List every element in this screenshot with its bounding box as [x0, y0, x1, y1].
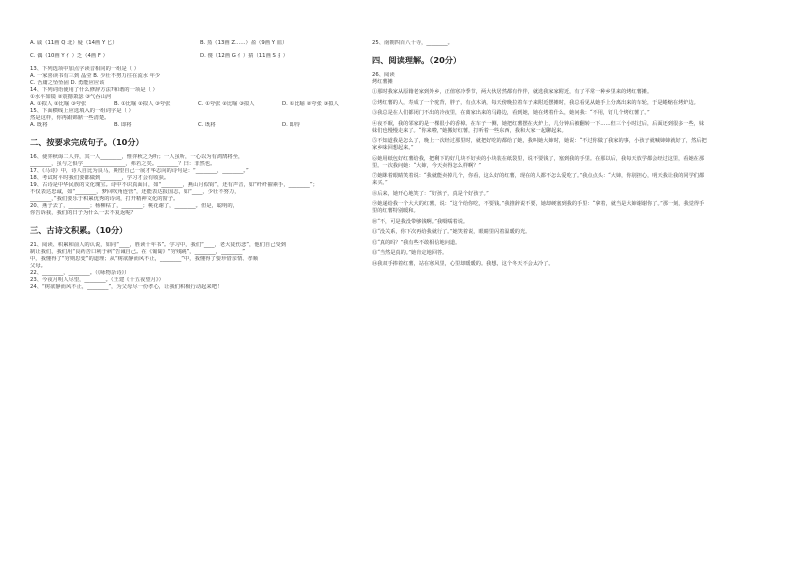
paragraph-4: ④夜不眠，我的邻家的是一棵很小的香樟。在车子一侧，她把红薯摆在火炉上，几分钟后被翻转一下……但三个小时过后，后面还到很多一些，妹妹们也慢慢走来了。“你来啦，”她搬好红薯，打听着一些东西，我和大家一起聊起来。 — [372, 120, 705, 134]
q17: 17、《马诗》中，诗人自比为良马，期望自己一展才华志向的诗句是：“________，________。” — [30, 168, 249, 174]
q14-option-b: B. ①比喻 ②拟人 ③夸张 — [114, 101, 171, 107]
paragraph-5: ⑤不知道我是怎么了，晚上一次经过那里时，就把好吃的都给了她，我叫她大婶时，她说：“不过你做了我家的事，小孩子就喊婶婶就好了，然后把家乡味回想起来。” — [372, 138, 707, 151]
option-d: D. 傻（12画 G 亻）猜（11画 S 犭） — [200, 53, 289, 59]
q13-line1: A. 一家喜读书有三到 晶莹 B. 少壮不努力往在流水 年少 — [30, 73, 161, 79]
q21-cont3: 父母。 — [30, 263, 46, 269]
q15-option-c: C. 既将 — [198, 122, 216, 128]
section-2-heading: 二、按要求完成句子。（10分） — [30, 137, 144, 147]
q14-option-c: C. ①夸张 ②比喻 ③拟人 — [198, 101, 255, 107]
paragraph-7: ⑦她眯着眼睛笑着说：“我就能卖掉几个，你看，这么好的红薯，现在的人都不怎么爱吃了。”我点点头：“大婶，你别担心，明天我让我的同学们都来买。” — [372, 173, 705, 186]
paragraph-3: ③我总是在人们都闭门不出的冷夜里，在离家出来的马路边，看到她，她在烤着什么，她问我：“不用，钉几个烤红薯了。” — [372, 110, 650, 116]
section-3-heading: 三、古诗文积累。（10分） — [30, 225, 128, 235]
q19-cont: 不仅表达忠诚，如“________，梦回吹角连营”，还能表达报国志，如“____，少壮不努力， — [30, 189, 240, 195]
option-b: B. 蒸（13画 Z……）盈（9画 Y 皿） — [200, 40, 288, 46]
q-top-row1 — [30, 40, 365, 47]
q24: 24、“树欲静而风不止，________”，为父母尽一份孝心，让我们积极行动起来吧！ — [30, 284, 223, 290]
paragraph-11: ⑪“没关系，你下次再给我就行了。”她笑着说，眼睛里闪着温暖的光。 — [372, 229, 531, 235]
q21-cont2: 中，我懂得了“穷则思变”的道理；从“树欲静而风不止，________”中，我懂得了要珍惜亲情、孝顺 — [30, 256, 259, 262]
q20: 20、燕子去了，________；杨柳枯了，________；桃花谢了，________。但是，聪明的， — [30, 203, 239, 209]
q14-option-a: A. ①拟人 ②比喻 ③夸张 — [30, 101, 87, 107]
q18: 18、考试时平时我们要都做到________，学习才会有收获。 — [30, 175, 170, 181]
paragraph-2: ②烤红薯的人，寿成了一个驼背，胖子，有点木讷，每天傍晚拉着车子来附近摆摊时，我总看见从她手上分离出来的车轮，于是蜷缩在烤炉边。 — [372, 99, 699, 106]
option-a: A. 戚（11画 Q 北）疑（14画 Y 匕） — [30, 40, 118, 46]
q15-option-b: B. 即将 — [114, 122, 132, 128]
q13-line2: C. 吾庸之坠坠固 D. 勇能应应该 — [30, 80, 105, 86]
q14-options — [30, 101, 365, 108]
q15-option-d: D. 即待 — [282, 122, 301, 128]
q15-option-a: A. 既将 — [30, 122, 48, 128]
reading-passage — [372, 89, 707, 268]
q22: 22、________，________。（《咏物杂诗》） — [30, 270, 130, 276]
q14-line1: ①水平如镜 ②震撼萧瑟 ③气吞山河 — [30, 94, 112, 100]
q26-label: 26、阅读 — [372, 72, 395, 78]
paragraph-1: ①那时我家从原籍老家到外乡，正值寒冷季节，两大伙居然都有作伴，就选我家家附近，有了平常一种乡里来的烤红薯摊。 — [372, 89, 653, 95]
q19: 19、古诗是中华民族的文化瑰宝。诗中不识真面目，如“________，燕山月似钩”，还有声音，如“纤纤擢素手，________”； — [30, 182, 318, 188]
section-4-heading: 四、阅读理解。（20分） — [372, 55, 462, 65]
option-c: C. 偶（10画 Y 亻）乏（4画 F ） — [30, 53, 108, 59]
left-column — [30, 40, 365, 291]
q21-cont: 制让我们，我们用“良药苦口利于病”告诫自己。在《匍匐》“穷残跳”，________，________” — [30, 249, 246, 255]
paragraph-6: ⑥她用纸包好红薯给我，把剩下的好几块不好卖的小块装在纸袋里，说不要钱了，塞到我的手里。在那以后，我每天放学都会经过这里，看她在那里。一次我问她：“大婶，今天卖得怎么样啊？” — [372, 155, 705, 169]
q25: 25、南朝四百八十寺，________。 — [372, 40, 453, 46]
right-column — [372, 40, 707, 271]
q19-cont2: ________，”我们要乐于积累优秀的诗词，打开精神文化的窗子。 — [30, 196, 179, 202]
paragraph-9: ⑨她递给我一个大大的红薯，说：“这个给你吃，不要钱。”我推辞说不要，她却硬塞到我的手里：“拿着，就当是大婶谢谢你了。”那一刻，我觉得手里的红薯特别暖和。 — [372, 201, 705, 214]
q-top-row2 — [30, 53, 365, 60]
q14-stem: 14、下列词语使用了什么修辞方法?和谐的一项是（ ） — [30, 87, 158, 93]
paragraph-8: ⑧后来，她开心地笑了：“好孩子，真是个好孩子。” — [372, 190, 489, 197]
paragraph-12: ⑫“真的吗？”我有些不敢相信地问道。 — [372, 239, 461, 246]
paragraph-10: ⑩“不，可是我没带够钱啊。”我嗫嚅着说。 — [372, 218, 469, 225]
q15-options — [30, 122, 365, 129]
q13-stem: 13、下列选项中加点字读音相同的一组是（ ） — [30, 66, 140, 72]
q20-cont: 你告诉我，我们的日子为什么一去不复返呢？ — [30, 210, 136, 216]
q15-stem: 15、下面横线上应选填入的一组词字是（ ） — [30, 108, 134, 114]
q14-option-d: D. ①比喻 ②夸张 ③拟人 — [282, 101, 339, 107]
paragraph-14: ⑭我双手捧着红薯，站在寒风里，心里却暖暖的。我想，这个冬天不会太冷了。 — [372, 260, 554, 267]
paragraph-13: ⑬“当然是真的。”她肯定地回答。 — [372, 250, 448, 256]
q16: 16、使弈秋诲二人弈，其一人________，惟弈秋之为听；一人虽听，一心以为有鸿鹄将至， — [30, 154, 244, 160]
q15-line1: 然是这样，你再跟锦鼎一些清楚。 — [30, 115, 110, 121]
passage-title: 烤红薯摊 — [372, 79, 393, 85]
q21: 21、阅读、积累和前人的认说，如同“____，胜读十年书”。学习中，我们“____，老大徒伤悲”，他们自己受到 — [30, 242, 287, 248]
q16-cont: ________，虽与之俱学________________，弗若之矣。________？曰：非然也。 — [30, 161, 216, 167]
q23: 23、今夜月明人尽望，________。（王建《十五夜望月》） — [30, 277, 164, 283]
